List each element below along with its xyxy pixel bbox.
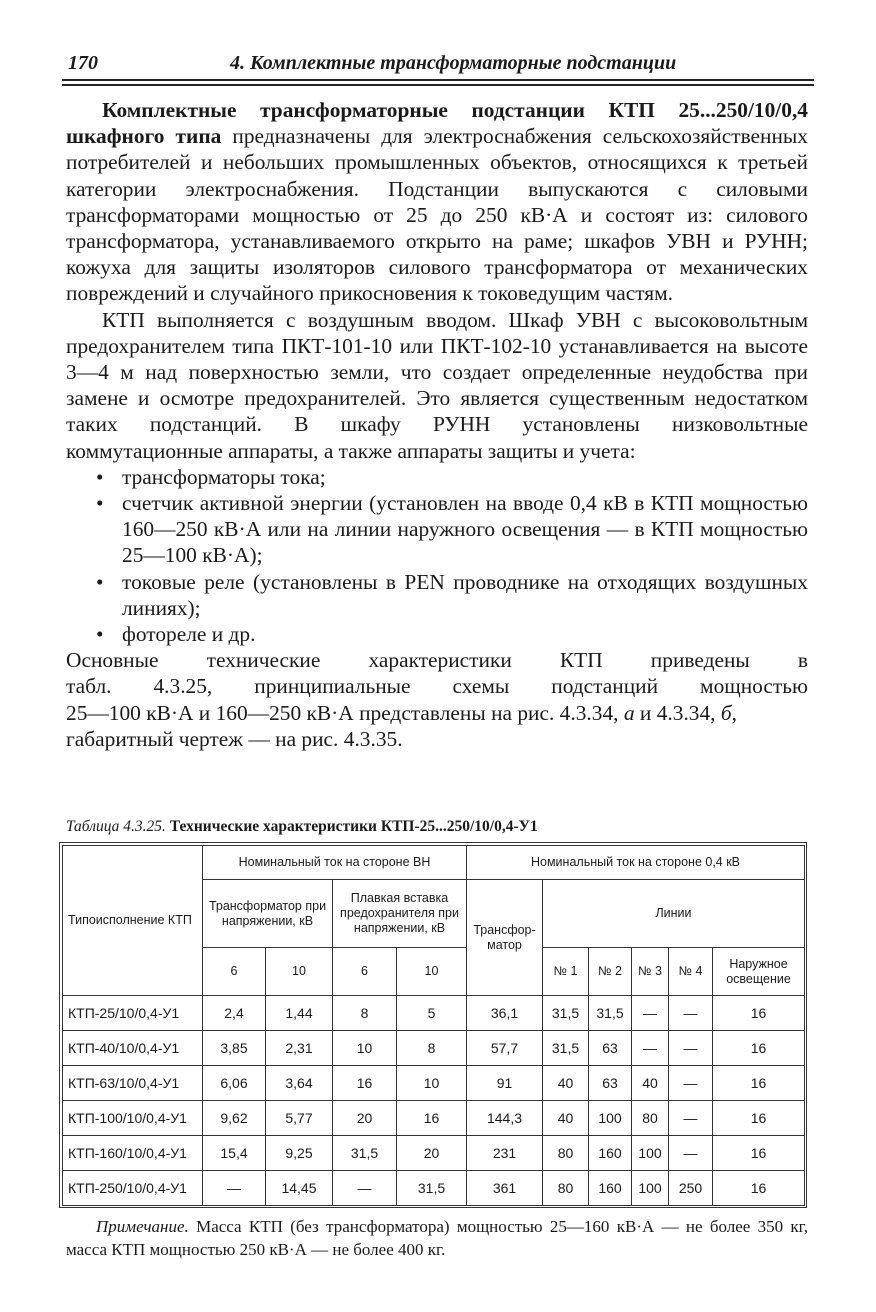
header-rule-top bbox=[62, 79, 814, 81]
cell: 144,3 bbox=[467, 1101, 543, 1136]
cell: 16 bbox=[397, 1101, 467, 1136]
cell: 31,5 bbox=[397, 1171, 467, 1206]
cell-type: КТП-250/10/0,4-У1 bbox=[63, 1171, 203, 1206]
cell-type: КТП-40/10/0,4-У1 bbox=[63, 1031, 203, 1066]
cell-type: КТП-63/10/0,4-У1 bbox=[63, 1066, 203, 1101]
reference-line-4: габаритный чертеж — на рис. 4.3.35. bbox=[66, 726, 403, 751]
cell: — bbox=[333, 1171, 397, 1206]
header-line-3: № 3 bbox=[632, 948, 669, 996]
cell: 16 bbox=[333, 1066, 397, 1101]
cell: 3,64 bbox=[266, 1066, 333, 1101]
cell: 36,1 bbox=[467, 996, 543, 1031]
paragraph-design: КТП выполняется с воздушным вводом. Шкаф УВН с высоковольтным предохранителем типа ПКТ-101-10 или ПКТ-102-10 устанавливается на высоте 3—4 м над поверхностью земли, что создает определенные неудобства при замене и осмотре предохранителей. Это является существенным недостатком таких подстанций. В шкафу РУНН установлены низковольтные коммутационные аппараты, а также аппараты защиты и учета: bbox=[66, 307, 808, 463]
cell: 31,5 bbox=[543, 1031, 589, 1066]
cell: 10 bbox=[333, 1031, 397, 1066]
cell: 100 bbox=[589, 1101, 632, 1136]
cell: 91 bbox=[467, 1066, 543, 1101]
cell: 16 bbox=[713, 1066, 805, 1101]
specs-table bbox=[62, 845, 805, 1206]
running-title: 4. Комплектные трансформаторные подстанции bbox=[230, 52, 677, 74]
cell: 20 bbox=[397, 1136, 467, 1171]
cell: — bbox=[632, 1031, 669, 1066]
header-line-1: № 1 bbox=[543, 948, 589, 996]
header-10kv: 10 bbox=[266, 948, 333, 996]
intro-text: предназначены для электроснабжения сельскохозяйственных потребителей и небольших промышленных объектов, относящихся к третьей категории электроснабжения. Подстанции выпускаются с силовыми трансформаторами мощностью от 25 до 250 кВ·А и состоят из: силового трансформатора, устанавливаемого открыто на раме; шкафов УВН и РУНН; кожуха для защиты изоляторов силового трансформатора от механических повреждений и случайного прикосновения к токоведущим частям. bbox=[66, 124, 808, 306]
cell-type: КТП-100/10/0,4-У1 bbox=[63, 1101, 203, 1136]
table-row bbox=[63, 1066, 805, 1101]
header-6kv: 6 bbox=[203, 948, 266, 996]
cell: 16 bbox=[713, 1136, 805, 1171]
reference-line-2: табл. 4.3.25, принципиальные схемы подстанций мощностью bbox=[66, 674, 808, 699]
cell: — bbox=[203, 1171, 266, 1206]
list-item-text: фотореле и др. bbox=[122, 622, 256, 647]
cell: 16 bbox=[713, 1171, 805, 1206]
figure-letter-b: б bbox=[720, 700, 732, 725]
table-row bbox=[63, 996, 805, 1031]
cell-type: КТП-160/10/0,4-У1 bbox=[63, 1136, 203, 1171]
cell: 9,62 bbox=[203, 1101, 266, 1136]
cell: 80 bbox=[543, 1171, 589, 1206]
header-transformer: Трансфор-матор bbox=[467, 880, 543, 996]
cell: — bbox=[669, 1031, 713, 1066]
cell: 16 bbox=[713, 1101, 805, 1136]
cell: 14,45 bbox=[266, 1171, 333, 1206]
cell: 3,85 bbox=[203, 1031, 266, 1066]
header-type: Типоисполнение КТП bbox=[63, 846, 203, 996]
cell: 100 bbox=[632, 1171, 669, 1206]
reference-text: , bbox=[731, 700, 738, 725]
cell: 40 bbox=[632, 1066, 669, 1101]
note-label: Примечание. bbox=[96, 1217, 189, 1236]
page-header bbox=[62, 50, 814, 76]
list-item: • фотореле и др. bbox=[96, 622, 256, 647]
table-caption bbox=[66, 818, 538, 836]
reference-line-1: Основные технические характеристики КТП приведены в bbox=[66, 648, 808, 673]
cell: — bbox=[669, 1066, 713, 1101]
cell: 80 bbox=[543, 1136, 589, 1171]
cell: 80 bbox=[632, 1101, 669, 1136]
cell: — bbox=[669, 1101, 713, 1136]
header-line-4: № 4 bbox=[669, 948, 713, 996]
table-row bbox=[63, 1136, 805, 1171]
cell: 8 bbox=[333, 996, 397, 1031]
cell: 40 bbox=[543, 1066, 589, 1101]
header-lines: Линии bbox=[543, 880, 805, 948]
cell: 63 bbox=[589, 1031, 632, 1066]
table-caption-title: Технические характеристики КТП-25...250/10/0,4-У1 bbox=[169, 818, 538, 835]
table-row bbox=[63, 1171, 805, 1206]
cell: 6,06 bbox=[203, 1066, 266, 1101]
header-6kv: 6 bbox=[333, 948, 397, 996]
header-10kv: 10 bbox=[397, 948, 467, 996]
equipment-list bbox=[66, 464, 808, 647]
list-item-text: счетчик активной энергии (установлен на вводе 0,4 кВ в КТП мощностью 160—250 кВ·А или на линии наружного освещения — в КТП мощностью 25—100 кВ·А); bbox=[122, 491, 808, 568]
table-body bbox=[63, 996, 805, 1206]
cell: 31,5 bbox=[543, 996, 589, 1031]
reference-line-3 bbox=[66, 700, 808, 726]
header-lv-group: Номинальный ток на стороне 0,4 кВ bbox=[467, 846, 805, 880]
header-fuse-link: Плавкая вставка предохранителя при напряжении, кВ bbox=[333, 880, 467, 948]
list-item: • счетчик активной энергии (установлен на вводе 0,4 кВ в КТП мощностью 160—250 кВ·А или на линии наружного освещения — в КТП мощностью 25—100 кВ·А); bbox=[96, 491, 808, 568]
reference-text: 25—100 кВ·А и 160—250 кВ·А представлены на рис. 4.3.34, bbox=[66, 700, 624, 725]
header-transformer-at-voltage: Трансформатор при напряжении, кВ bbox=[203, 880, 333, 948]
cell: 16 bbox=[713, 1031, 805, 1066]
intro-bold-term: Комплектные трансформаторные подстанции КТП 25...250/10/0,4 шкафного типа bbox=[66, 98, 808, 149]
cell: 20 bbox=[333, 1101, 397, 1136]
list-item: • трансформаторы тока; bbox=[96, 464, 326, 489]
cell: 10 bbox=[397, 1066, 467, 1101]
cell: 250 bbox=[669, 1171, 713, 1206]
reference-text: и 4.3.34, bbox=[634, 700, 721, 725]
header-outdoor-lighting: Наружное освещение bbox=[713, 948, 805, 996]
cell: 57,7 bbox=[467, 1031, 543, 1066]
cell: 2,4 bbox=[203, 996, 266, 1031]
cell: 100 bbox=[632, 1136, 669, 1171]
paragraph-intro bbox=[66, 97, 808, 307]
cell: 5 bbox=[397, 996, 467, 1031]
page-number: 170 bbox=[68, 52, 98, 74]
cell: 8 bbox=[397, 1031, 467, 1066]
header-line-2: № 2 bbox=[589, 948, 632, 996]
table-row bbox=[63, 1031, 805, 1066]
list-item: • токовые реле (установлены в PEN проводнике на отходящих воздушных линиях); bbox=[96, 569, 808, 620]
list-item-text: трансформаторы тока; bbox=[122, 464, 326, 489]
body-text bbox=[66, 97, 808, 752]
header-rule-bottom bbox=[62, 84, 814, 86]
figure-letter-a: а bbox=[623, 700, 635, 725]
header-hv-group: Номинальный ток на стороне ВН bbox=[203, 846, 467, 880]
cell: 5,77 bbox=[266, 1101, 333, 1136]
cell: 2,31 bbox=[266, 1031, 333, 1066]
table-note bbox=[66, 1215, 808, 1261]
cell: 1,44 bbox=[266, 996, 333, 1031]
cell: 361 bbox=[467, 1171, 543, 1206]
cell: 160 bbox=[589, 1136, 632, 1171]
cell: 63 bbox=[589, 1066, 632, 1101]
cell: — bbox=[632, 996, 669, 1031]
cell: 31,5 bbox=[333, 1136, 397, 1171]
cell: 16 bbox=[713, 996, 805, 1031]
cell: — bbox=[669, 1136, 713, 1171]
cell-type: КТП-25/10/0,4-У1 bbox=[63, 996, 203, 1031]
cell: 40 bbox=[543, 1101, 589, 1136]
cell: 15,4 bbox=[203, 1136, 266, 1171]
note-text: Масса КТП (без трансформатора) мощностью 25—160 кВ·А — не более 350 кг, масса КТП мощностью 250 кВ·А — не более 400 кг. bbox=[66, 1217, 808, 1259]
cell: 160 bbox=[589, 1171, 632, 1206]
cell: — bbox=[669, 996, 713, 1031]
table-caption-label: Таблица 4.3.25. bbox=[66, 818, 166, 835]
table-row bbox=[63, 1101, 805, 1136]
cell: 231 bbox=[467, 1136, 543, 1171]
cell: 31,5 bbox=[589, 996, 632, 1031]
cell: 9,25 bbox=[266, 1136, 333, 1171]
list-item-text: токовые реле (установлены в PEN проводнике на отходящих воздушных линиях); bbox=[122, 569, 808, 620]
